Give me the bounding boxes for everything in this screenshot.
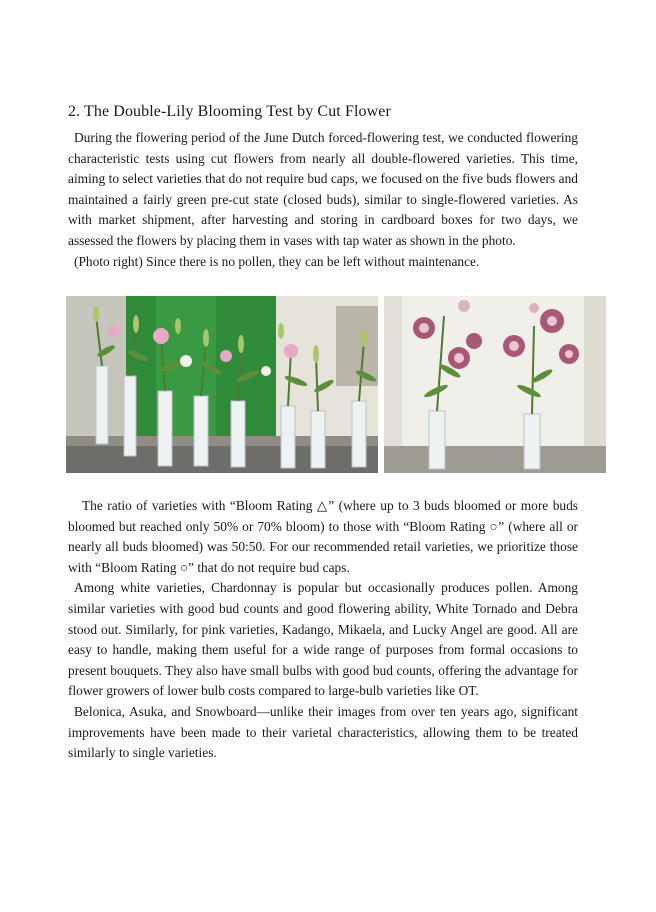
body-paragraph: Belonica, Asuka, and Snowboard—unlike their images from over ten years ago, significant improvements have been made to their varietal characteristics, allowing them to be treated similarly to single varieties. (68, 703, 578, 761)
double-lily-bloom-photo (384, 296, 606, 473)
photo-row (66, 296, 606, 473)
body-paragraph: The ratio of varieties with “Bloom Rating △” (where up to 3 buds bloomed or more buds bloomed but reached only 50% or 70% bloom) to those with “Bloom Rating ○” (where all or nearly all buds bloomed) was 50:50. For our recommended retail varieties, we prioritize those with “Bloom Rating ○” that do not require bud caps. (68, 498, 578, 575)
section-heading: 2. The Double-Lily Blooming Test by Cut Flower (68, 103, 391, 120)
body-paragraph: Among white varieties, Chardonnay is popular but occasionally produces pollen. Among similar varieties with good bud counts and good flowering ability, White Tornado and Debra stood out. Similarly, for pink varieties, Kadango, Mikaela, and Lucky Angel are good. All are easy to handle, making them useful for a wide range of purposes from formal occasions to present bouquets. They also have small bulbs with good bud counts, offering the advantage for flower growers of lower bulb costs compared to large-bulb varieties like OT. (68, 580, 578, 699)
lily-vases-photo (66, 296, 378, 473)
section-body (68, 496, 578, 764)
section-top (68, 102, 578, 272)
photo-caption: (Photo right) Since there is no pollen, they can be left without maintenance. (74, 253, 480, 269)
intro-paragraph: During the flowering period of the June Dutch forced-flowering test, we conducted flowering characteristic tests using cut flowers from nearly all double-flowered varieties. This time, aiming to select varieties that do not require bud caps, we focused on the five buds flowers and maintained a fairly green pre-cut state (closed buds), similar to single-flowered varieties. As with market shipment, after harvesting and storing in cardboard boxes for two days, we assessed the flowers by placing them in vases with tap water as shown in the photo. (68, 130, 578, 248)
